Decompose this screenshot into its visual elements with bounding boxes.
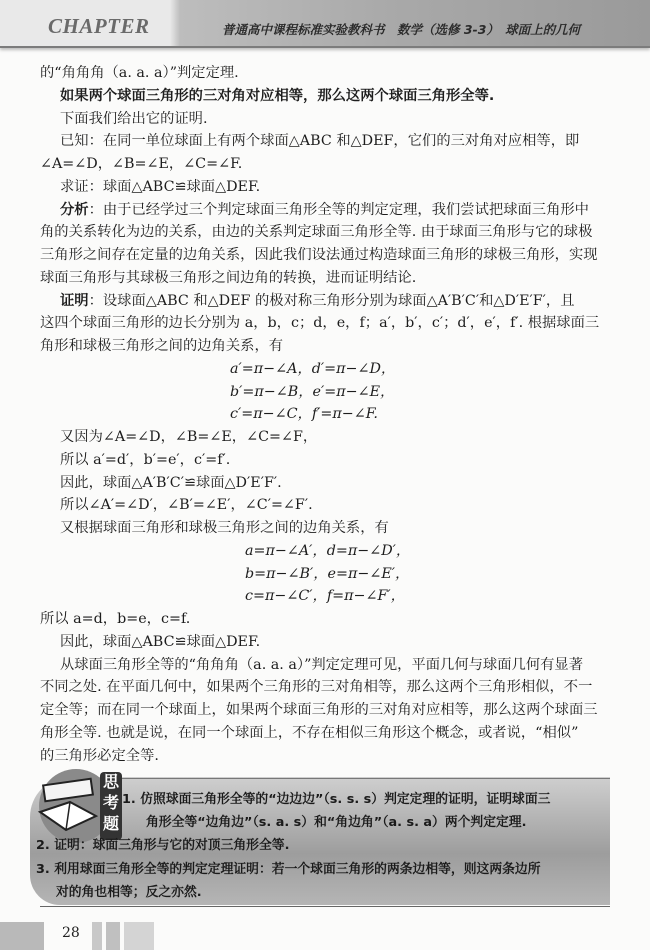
footer-decoration <box>92 922 102 950</box>
text-line: 又根据球面三角形和球极三角形之间的边角关系，有 <box>60 520 389 536</box>
given-line: 已知：在同一单位球面上有两个球面△ABC 和△DEF，它们的三对角对应相等，即 <box>60 133 580 150</box>
theorem-statement: 如果两个球面三角形的三对角对应相等，那么这两个球面三角形全等. <box>60 87 495 104</box>
analysis-text: ：由于已经学过三个判定球面三角形全等的判定定理，我们尝试把球面三角形中 <box>88 201 589 218</box>
analysis-label: 分析 <box>60 201 89 218</box>
equation: b=π−∠B′，e=π−∠E′， <box>245 565 410 582</box>
text-line: 因此，球面△ABC≌球面△DEF. <box>60 633 261 650</box>
footer-decoration <box>106 922 120 950</box>
text-line: 角的关系转化为边的关系，由边的关系判定球面三角形全等. 由于球面三角形与它的球极 <box>40 224 593 241</box>
text-line: 角形和球极三角形之间的边角关系，有 <box>40 338 284 354</box>
text-line: 所以∠A′=∠D′，∠B′=∠E′，∠C′=∠F′. <box>60 497 313 514</box>
text-line: 所以 a=d，b=e，c=f. <box>40 611 191 627</box>
divider <box>118 778 610 779</box>
proof-label: 证明 <box>60 292 89 309</box>
proof-line <box>40 290 615 313</box>
page-number: 28 <box>62 925 80 941</box>
equation: c′=π−∠C，f′=π−∠F. <box>230 406 378 423</box>
divider <box>40 906 610 907</box>
chapter-label: CHAPTER <box>48 14 150 38</box>
text-line: 球面三角形与其球极三角形之间边角的转换，进而证明结论. <box>40 269 417 286</box>
page-body <box>40 62 615 767</box>
page-header <box>0 0 650 48</box>
question-3: 3. 利用球面三角形全等的判定定理证明：若一个球面三角形的两条边相等，则这两条边所 <box>36 862 541 877</box>
text-line: 定全等；而在同一个球面上，如果两个球面三角形的三对角对应相等，那么这两个球面三 <box>40 702 598 718</box>
equation: a=π−∠A′，d=π−∠D′， <box>245 542 411 559</box>
footer-decoration <box>0 922 44 950</box>
text-line: 这四个球面三角形的边长分别为 a，b，c；d，e，f；a′，b′，c′；d′，e′，f′. 根据球面三 <box>40 315 600 332</box>
text-line: 所以 a′=d′，b′=e′，c′=f′. <box>60 451 231 468</box>
text-line: 又因为∠A=∠D，∠B=∠E，∠C=∠F， <box>60 429 318 445</box>
equation: a′=π−∠A，d′=π−∠D， <box>230 360 396 377</box>
footer-decoration <box>124 922 154 950</box>
to-prove-line: 求证：球面△ABC≌球面△DEF. <box>60 178 261 195</box>
question-1: 1. 仿照球面三角形全等的“边边边”（s. s. s）判定定理的证明，证明球面三 <box>122 792 551 807</box>
proof-text: ：设球面△ABC 和△DEF 的极对称三角形分别为球面△A′B′C′和△D′E′F′，且 <box>88 292 575 309</box>
text-line: 的“角角角（a. a. a）”判定定理. <box>40 65 239 81</box>
question-1-continued: 角形全等“边角边”（s. a. s）和“角边角”（a. s. a）两个判定定理. <box>146 815 527 830</box>
equation: c=π−∠C′，f=π−∠F′， <box>245 588 405 605</box>
text-line: 三角形之间存在定量的边角关系，因此我们设法通过构造球面三角形的球极三角形，实现 <box>40 247 598 263</box>
analysis-line <box>40 199 615 222</box>
book-title: 普通高中课程标准实验教科书 数学（选修 3-3） 球面上的几何 <box>222 22 581 37</box>
question-2: 2. 证明：球面三角形与它的对顶三角形全等. <box>36 838 290 853</box>
equation: b′=π−∠B，e′=π−∠E， <box>230 383 395 400</box>
thinking-questions-label: 思考题 <box>102 772 119 833</box>
text-line: 的三角形必定全等. <box>40 747 159 764</box>
text-line: 因此，球面△A′B′C′≌球面△D′E′F′. <box>60 474 282 491</box>
text-line: 下面我们给出它的证明. <box>60 110 208 127</box>
text-line: 不同之处. 在平面几何中，如果两个三角形的三对角相等，那么这两个三角形相似，不一 <box>40 679 593 696</box>
given-line: ∠A=∠D，∠B=∠E，∠C=∠F. <box>40 156 243 172</box>
text-line: 从球面三角形全等的“角角角（a. a. a）”判定定理可见，平面几何与球面几何有显著 <box>60 656 584 673</box>
question-3-continued: 对的角也相等；反之亦然. <box>56 885 202 900</box>
text-line: 角形全等. 也就是说，在同一个球面上，不存在相似三角形这个概念，或者说，“相似” <box>40 724 579 741</box>
